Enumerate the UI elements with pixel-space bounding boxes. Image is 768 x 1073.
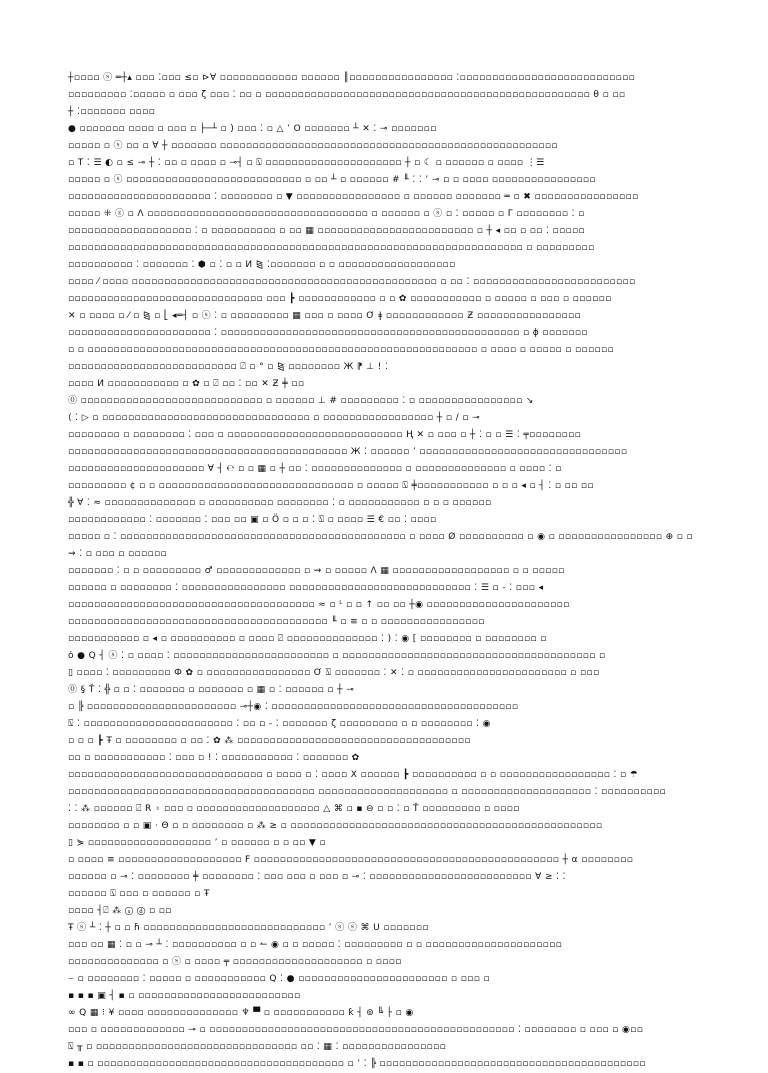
text-line: ⟨ ⁚ ▷ ▫ ▫▫▫▫▫▫▫▫▫▫▫▫▫▫▫▫▫▫▫▫▫▫▫▫▫▫▫▫▫▫▫▫ ▫ ▫▫▫▫▫▫▫▫▫▫▫▫▫▫▫▫▫ ┼ ▫ / ▫ ⊸ — [68, 413, 481, 423]
text-line: ▫▫▫▫ ┤⍁ ⁂ ⓢ ⓓ ▫ ▫▫ — [68, 906, 172, 916]
text-line: Ŧ ⓢ ┴ ⁚ ┼ ▫ ▫ ɦ ▫▫▫▫▫▫▫▫▫▫▫▫▫▫▫▫▫▫▫▫▫▫▫▫▫▫▫▫ ʼ ⓢ ⓢ ⌘ U ▫▫▫▫▫▫▫ — [68, 923, 429, 933]
text-line: ▫▫▫▫▫▫▫▫▫ ¢ ▫ ▫ ▫▫▫▫▫▫▫▫▫▫▫▫▫▫▫▫▫▫▫▫▫▫▫▫▫▫▫▫▫▫ ▫ ▫▫▫▫▫ ⍂ ╪▫▫▫▫▫▫▫▫▫▫▫ ▫ ▫ ▫ ◂ ▫ ┤ ⁚ ▫ ▫▫ ▫▫ — [68, 481, 594, 491]
text-line: ∞ Q ▦ ⁝ ¥ ▫▫▫▫ ▫▫▫▫▫▫▫▫▫▫▫▫▫▫ ♆ ▀ ▫ ▫▫▫▫▫▫▫▫▫▫▫ ƙ ┤ ⊚ ╚ ├ ▫ ◉ — [68, 1008, 414, 1018]
garbled-text-block — [68, 70, 698, 1069]
text-line: ▫▫▫▫▫▫▫▫▫ ⁚▫▫▫▫▫ ▫ ▫▫▫ ζ ▫▫▫ ⁚ ▫▫ ▫ ▫▫▫▫▫▫▫▫▫▫▫▫▫▫▫▫▫▫▫▫▫▫▫▫▫▫▫▫▫▫▫▫▫▫▫▫▫▫▫▫▫▫▫▫▫▫▫▫▫▫ θ ▫ ▫▫ — [68, 90, 626, 100]
text-line: ⁚ ⁚ ⁂ ▫▫▫▫▫▫ ⍁ R ⍤ ▫▫▫ ▫ ▫▫▫▫▫▫▫▫▫▫▫▫▫▫▫▫▫▫▫ △ ⌘ ▫ ▪ ⊖ ▫ ▫ ⁚ ▫ Ť ▫▫▫▫▫▫▫▫▫ ▫ ▫▫▫▫ — [68, 804, 520, 814]
text-line: ▫▫▫▫▫▫ ▫ ⊸ ⁚ ▫▫▫▫▫▫▫▫ ╪ ▫▫▫▫▫▫▫▫ ⁚ ▫▫▫ ▫▫▫ ▫ ▫▫▫ ▫ ⊸ ⁚ ▫▫▫▫▫▫▫▫▫▫▫▫▫▫▫▫▫▫▫▫▫▫▫▫▫ ∀ ≥ ⁚ ⁚ — [68, 872, 566, 882]
text-line: ╬ ∀ ⁚ ≈ ▫▫▫▫▫▫▫▫▫▫▫▫▫▫ ▫ ▫▫▫▫▫▫▫▫▫▫ ▫▫▫▫▫▫▫▫ ⁚ ▫ ▫▫▫▫▫▫▫▫▫▫▫ ▫ ▫ ▫ ▫▫▫▫▫▫ — [68, 498, 492, 508]
text-line: ▫▫▫▫▫▫▫▫▫▫▫▫▫▫▫▫▫▫▫ ⁚ ▫ ▫▫▫▫▫▫▫▫▫▫ ▫ ▫▫ ▦ ▫▫▫▫▫▫▫▫▫▫▫▫▫▫▫▫▫▫▫▫▫▫▫▫ ▫ ┼ ◂ ▫▫ ▫ ▫▫ ⁚ ▫▫▫▫▫ — [68, 226, 586, 236]
text-line: ⓪ ▫▫▫▫▫▫▫▫▫▫▫▫▫▫▫▫▫▫▫▫▫▫▫▫▫▫▫▫ ▫ ▫▫▫▫▫▫ ⊥ # ▫▫▫▫▫▫▫▫▫ ⁚ ▫ ▫▫▫▫▫▫▫▫▫▫▫▫▫▫▫▫ ↘ — [68, 396, 534, 406]
text-line: ▪ ▪ ▪ ▣ ┤ ▪ ▫ ▫▫▫▫▫▫▫▫▫▫▫▫▫▫▫▫▫▫▫▫▫▫▫▫▫ — [68, 991, 301, 1001]
text-line: ▫▫▫▫▫▫▫▫▫▫▫ ▫ ◂ ▫ ▫▫▫▫▫▫▫▫▫▫ ▫ ▫▫▫▫ ⍁ ▫▫▫▫▫▫▫▫▫▫▫▫▫▫ ⁚ ) ⁚ ◉ [ ▫▫▫▫▫▫▫▫ ▫ ▫▫▫▫▫▫▫▫ ▫ — [68, 634, 547, 644]
text-line: ✕ ▫ ▫▫▫▫ ▫ ⁄ ▫ ⧎ ▫ ⎣ ◂═┤ ▫ ⓢ ⁚ ▫ ▫▫▫▫▫▫▫▫▫ ▦ ▫▫▫ ▫ ▫▫▫▫ Ơ ǂ ▫▫▫▫▫▫▫▫▫▫▫▫ Ƶ ▫▫▫▫▫▫▫▫▫▫▫▫▫▫▫▫ — [68, 311, 581, 321]
text-line: ▫▫▫▫▫▫▫▫▫▫▫▫▫▫ ▫ ⓢ ▫ ▫▫▫▫ ╤ ▫▫▫▫▫▫▫▫▫▫▫▫▫▫▫▫▫▫▫▫ ▫ ▫▫▫▫ — [68, 957, 402, 967]
text-line: ▫▫▫▫▫▫▫▫▫▫▫▫▫▫▫▫▫▫▫▫▫▫ ⁚ ▫▫▫▫▫▫▫▫▫▫▫▫▫▫▫▫▫▫▫▫▫▫▫▫▫▫▫▫▫▫▫▫▫▫▫▫▫▫▫▫▫▫▫▫▫▫ ▫ ϕ ▫▫▫▫▫▫▫ — [68, 328, 588, 338]
text-line: ▫▫▫▫▫▫▫▫▫▫ ⁚ ▫▫▫▫▫▫▫ ⁚ ⬢ ▫ ⁚ ▫ ▫ И ⧎ ⁚▫▫▫▫▫▫▫ ▫ ▫ ▫▫▫▫▫▫▫▫▫▫▫▫▫▫▫▫▫▫ — [68, 260, 456, 270]
text-line: ▫▫▫ ▫▫ ▦ ⁚ ▫ ▫ ⊸ ┴ ⁚ ▫▫▫▫▫▫▫▫▫▫ ▫ ▫ ↼ ◉ ▫ ▫ ▫▫▫▫▫ ⁚ ▫▫▫▫▫▫▫▫▫ ▫ ▫ ▫▫▫▫▫▫▫▫▫▫▫▫▫▫▫▫▫▫▫▫▫ — [68, 940, 563, 950]
text-line: ▫▫▫▫▫▫▫▫▫▫▫▫▫▫▫▫▫▫▫▫▫▫▫▫▫▫▫▫▫▫▫▫▫▫▫▫▫▫▫▫▫▫▫ Ж ⁚ ▫▫▫▫▫▫ ʼ ▫▫▫▫▫▫▫▫▫▫▫▫▫▫▫▫▫▫▫▫▫▫▫▫▫▫▫▫▫▫▫▫ — [68, 447, 628, 457]
text-line: ▫▫▫ ▫ ▫▫▫▫▫▫▫▫▫▫▫▫▫ ⊸ ▫ ▫▫▫▫▫▫▫▫▫▫▫▫▫▫▫▫▫▫▫▫▫▫▫▫▫▫▫▫▫▫▫▫▫▫▫▫▫▫▫▫▫▫▫▫▫▫▫ ⁚ ▫▫▫▫▫▫▫▫ ▫ ▫▫▫ ▫ ◉▫▫ — [68, 1025, 644, 1035]
text-line: ┼▫▫▫▫ ⓢ ═┼▴ ▫▫▫ ⁚▫▫▫ ≤▫ ⊳∀ ▫▫▫▫▫▫▫▫▫▫▫▫ ▫▫▫▫▫▫ ║▫▫▫▫▫▫▫▫▫▫▫▫▫▫▫▫ ⁚▫▫▫▫▫▫▫▫▫▫▫▫▫▫▫▫▫▫▫▫▫▫▫▫▫▫▫ — [68, 73, 636, 83]
text-line: ⌣ ▫ ▫▫▫▫▫▫▫▫ ⁚ ▫▫▫▫▫ ▫ ▫▫▫▫▫▫▫▫▫▫▫ Q ⁚ ● ▫▫▫▫▫▫▫▫▫▫▫▫▫▫▫▫▫▫▫▫▫▫▫ ▫ ▫▫▫ ▫ — [68, 974, 490, 984]
text-line: ⇝ ⁚ ▫ ▫▫▫ ▫ ▫▫▫▫▫▫ — [68, 549, 168, 559]
text-line: ⍂ ╥ ▫ ▫▫▫▫▫▫▫▫▫▫▫▫▫▫▫▫▫▫▫▫▫▫▫▫▫▫▫▫▫▫▫ ▫▫ ⁚ ▦ ⁚ ▫▫▫▫▫▫▫▫▫▫▫▫▫▫▫▫ — [68, 1042, 447, 1052]
text-line: ▫▫▫▫ И ▫▫▫▫▫▫▫▫▫▫▫ ▫ ✿ ▫ ⍁ ▫▫ ⁚ ▫▫ ✕ Ƶ ╪ ▫▫ — [68, 379, 305, 389]
text-line: ▫▫▫▫▫ ▫ ⓢ ▫▫ ▫ ∀ ┼ ▫▫▫▫▫▫▫ ▫▫▫▫▫▫▫▫▫▫▫▫▫▫▫▫▫▫▫▫▫▫▫▫▫▫▫▫▫▫▫▫▫▫▫▫▫▫▫▫▫▫▫▫▫▫▫▫▫▫▫▫ — [68, 141, 558, 151]
text-line: ▫▫▫▫▫▫▫▫▫▫▫▫ ⁚ ▫▫▫▫▫▫▫ ⁚ ▫▫▫ ▫▫ ▣ ▫ Ö ▫ ▫ ▫ ⁚ ⍂ ▫ ▫▫▫▫ ☰ € ▫▫ ⁚ ▫▫▫▫ — [68, 515, 437, 525]
text-line: ▫ ▫▫▫▫ ≡ ▫▫▫▫▫▫▫▫▫▫▫▫▫▫▫▫▫▫▫ Ϝ ▫▫▫▫▫▫▫▫▫▫▫▫▫▫▫▫▫▫▫▫▫▫▫▫▫▫▫▫▫▫▫▫▫▫▫▫▫▫▫▫▫▫▫▫▫▫▫ ┼ α ▫▫▫▫▫▫▫▫ — [68, 855, 634, 865]
text-line: ▯ ⋟ ▫▫▫▫▫▫▫▫▫▫▫▫▫▫▫▫▫▫▫ ʼ ▫ ▫▫▫▫▫▫ ▫ ▫ ▫▫ ▼ ▫ — [68, 838, 326, 848]
text-line: ▫▫▫▫ ⁄ ▫▫▫▫ ▫▫▫▫▫▫▫▫▫▫▫▫▫▫▫▫▫▫▫▫▫▫▫▫▫▫▫▫▫▫▫▫▫▫▫▫▫▫▫▫▫▫▫▫▫▫▫ ▫ ▫▫ ⁚ ▫▫▫▫▫▫▫▫▫▫▫▫▫▫▫▫▫▫▫▫▫▫▫▫▫ — [68, 277, 636, 287]
text-line: ὀ ● Q ┤ ⓢ ⁚ ▫ ▫▫▫▫ ⁚ ▫▫▫▫▫▫▫▫▫▫▫▫▫▫▫▫▫▫▫▫▫▫▫▫ ▫ ▫▫▫▫▫▫▫▫▫▫▫▫▫▫▫▫▫▫▫▫▫▫▫▫▫▫▫▫▫▫▫▫▫▫▫▫▫▫▫ ▫ — [68, 651, 606, 661]
text-line: ▫▫▫▫▫ ⁜ ⓩ ▫ Λ ▫▫▫▫▫▫▫▫▫▫▫▫▫▫▫▫▫▫▫▫▫▫▫▫▫▫▫▫▫▫▫▫▫▫ ▫ ▫▫▫▫▫▫ ▫ ⓢ ▫ ⁚ ▫▫▫▫▫ ▫ Γ ▫▫▫▫▫▫▫▫ ⁚ ▫ — [68, 209, 585, 219]
text-line: ▫▫▫▫▫▫ ▫ ▫▫▫▫▫▫▫▫ ⁚ ▫▫▫▫▫▫▫▫▫▫▫▫▫▫▫▫ ▫▫▫▫▫▫▫▫▫▫▫▫▫▫▫▫▫▫▫▫▫▫▫▫▫▫▫▫ ⁚ ☰ ▫ - ⁚ ▫▫▫ ◂ — [68, 583, 544, 593]
text-line: ▫▫▫▫▫▫▫▫▫▫▫▫▫▫▫▫▫▫▫▫▫▫▫▫▫▫▫▫▫▫▫▫▫▫▫▫▫▫ ▫▫▫▫▫▫▫▫▫▫▫▫▫▫▫▫▫▫▫▫ ▫ ▫▫▫▫▫▫▫▫▫▫▫▫▫▫▫▫▫▫▫▫ ⁚ ▫▫▫▫▫▫▫▫▫▫ — [68, 787, 667, 797]
text-line: ▫▫▫▫▫▫▫▫▫▫▫▫▫▫▫▫▫▫▫▫▫▫▫▫▫▫▫▫▫▫▫▫▫▫▫▫▫▫▫▫▫▫▫▫▫▫▫▫▫▫▫▫▫▫▫▫▫▫▫▫▫▫▫▫▫▫▫▫▫▫ ▫ ▫▫▫▫▫▫▫▫▫ — [68, 243, 595, 253]
text-line: ▫▫▫▫▫▫▫▫▫▫▫▫▫▫▫▫▫▫▫▫▫▫▫▫▫▫ ⍁ ▫ ° ▫ ⧎ ▫▫▫▫▫▫▫▫ Ж ⁋ ⊥ ! ⁚ — [68, 362, 389, 372]
text-line: ⍂ ⁚ ▫▫▫▫▫▫▫▫▫▫▫▫▫▫▫▫▫▫▫▫▫▫▫ ⁚ ▫▫ ▫ - ⁚ ▫▫▫▫▫▫▫ ζ ▫▫▫▫▫▫▫▫▫ ▫ ▫ ▫▫▫▫▫▫▫▫ ⁚ ◉ — [68, 719, 491, 729]
text-line: ▫▫▫▫▫▫ ⍂ ▫▫▫ ▫ ▫▫▫▫▫▫ ▫ Ŧ — [68, 889, 210, 899]
text-line: ▫ ▫ ▫ ┣ Ŧ ▫ ▫▫▫▫▫▫▫▫ ▫ ▫▫ ⁚ ✿ ⁂ ▫▫▫▫▫▫▫▫▫▫▫▫▫▫▫▫▫▫▫▫▫▫▫▫▫▫▫▫▫▫▫▫▫▫▫▫ — [68, 736, 471, 746]
text-line: ▫▫▫▫▫▫▫▫ ▫ ▫ ▣ · Θ ▫ ▫ ▫▫▫▫▫▫▫▫ ▫ ⁂ ≥ ▫ ▫▫▫▫▫▫▫▫▫▫▫▫▫▫▫▫▫▫▫▫▫▫▫▫▫▫▫▫▫▫▫▫▫▫▫▫▫▫▫▫▫▫▫▫▫▫▫▫ — [68, 821, 603, 831]
text-line: ▫▫▫▫▫ ▫ ⁚ ▫▫▫▫▫▫▫▫▫▫▫▫▫▫▫▫▫▫▫▫▫▫▫▫▫▫▫▫▫▫▫▫▫▫▫▫▫▫▫▫▫▫▫▫ ▫ ▫▫▫▫ Ø ▫▫▫▫▫▫▫▫▫▫ ▫ ◉ ▫ ▫▫▫▫▫▫▫▫▫▫▫▫▫▫▫▫ ⊕ ▫ ▫ — [68, 532, 694, 542]
text-line: ▫ ▫ ▫▫▫▫▫▫▫▫▫▫▫▫▫▫▫▫▫▫▫▫▫▫▫▫▫▫▫▫▫▫▫▫▫▫▫▫▫▫▫▫▫▫▫▫▫▫▫▫▫▫▫▫▫▫▫▫▫▫▫▫ ▫ ▫▫▫▫ ▫ ▫▫▫▫▫ ▫ ▫▫▫▫▫▫ — [68, 345, 615, 355]
text-line: ▫▫▫▫▫ ▫ ⓢ ▫▫▫▫▫▫▫▫▫▫▫▫▫▫▫▫▫▫▫▫▫▫▫▫▫▫▫ ▫ ▫▫ ┴ ▫ ▫▫▫▫▫▫ # ╙ ⁚ ⁚ ʼ ⊸ ▫ ▫ ▫▫▫▫ ▫▫▫▫▫▫▫▫▫▫▫▫▫▫▫▫ — [68, 175, 596, 185]
text-line: ▫▫▫▫▫▫▫▫▫▫▫▫▫▫▫▫▫▫▫▫▫▫ ⁚ ▫▫▫▫▫▫▫▫ ▫ ▼ ▫▫▫▫▫▫▫▫▫▫▫▫▫▫▫▫ ▫ ▫▫▫▫▫▫ ▫▫▫▫▫▫▫ ═ ▫ ✖ ▫▫▫▫▫▫▫▫▫▫▫▫▫▫▫▫ — [68, 192, 639, 202]
text-line: ▫ T ⁚ ☰ ◐ ▫ ≤ ⊸ ┼ ⁚ ▫▫ ▫ ▫▫▫▫ ▫ ⊸┤ ▫ ⍂ ▫▫▫▫▫▫▫▫▫▫▫▫▫▫▫▫▫▫▫▫▫ ┼ ▫ ☾ ▫ ▫▫▫▫▫▫ ▫ ▫▫▫▫ ⋮☰ — [68, 158, 545, 168]
text-line: ▫▫▫▫▫▫▫ ⁚ ▫ ▫ ▫▫▫▫▫▫▫▫▫ ♂ ▫▫▫▫▫▫▫▫▫▫▫▫▫ ▫ ⇝ ▫ ▫▫▫▫▫ Λ ▦ ▫▫▫▫▫▫▫▫▫▫▫▫▫▫▫▫▫▫ ▫ ▫ ▫▫▫▫▫ — [68, 566, 565, 576]
text-line: ⓪ § Ť ⁚ ╬ ▫ ▫ ⁚ ▫▫▫▫▫▫▫ ▫ ▫▫▫▫▫▫▫ ▫ ▦ ▫ ⁚ ▫▫▫▫▫▫ ▫ ┼ ⊸ — [68, 685, 355, 695]
text-line: ▪ ▪ ▫ ▫▫▫▫▫▫▫▫▫▫▫▫▫▫▫▫▫▫▫▫▫▫▫▫▫▫▫▫▫▫▫▫▫▫▫▫▫▫ ▫ ʼ ⁚ ╠ ▫▫▫▫▫▫▫▫▫▫▫▫▫▫▫▫▫▫▫▫▫▫▫▫▫▫▫▫▫▫▫▫▫▫▫▫▫▫▫▫▫ — [68, 1059, 646, 1069]
text-line: ▫▫▫▫▫▫▫▫▫▫▫▫▫▫▫▫▫▫▫▫▫ ∀ ┤ ℮ ▫ ▫ ▦ ▫ ┼ ▫▫ ⁚ ▫▫▫▫▫▫▫▫▫▫▫▫▫▫ ▫ ▫▫▫▫▫▫▫▫▫▫▫▫▫▫ ▫ ▫▫▫▫ ⁚ ▫ — [68, 464, 562, 474]
text-line: ▫▫▫▫▫▫▫▫▫▫▫▫▫▫▫▫▫▫▫▫▫▫▫▫▫▫▫▫▫▫▫▫▫▫▫▫▫▫ ≈ ▫ ᴸ ▫ ▫ ↑ ▫▫ ▫▫ ┼◉ ▫▫▫▫▫▫▫▫▫▫▫▫▫▫▫▫▫▫▫▫▫▫ — [68, 600, 570, 610]
text-line: ▫▫▫▫▫▫▫▫▫▫▫▫▫▫▫▫▫▫▫▫▫▫▫▫▫▫▫▫▫▫ ▫▫▫ ┣ ▫▫▫▫▫▫▫▫▫▫▫▫ ▫ ▫ ✿ ▫▫▫▫▫▫▫▫▫▫▫ ▫ ▫▫▫▫▫ ▫ ▫▫▫ ▫ ▫▫▫▫▫▫ — [68, 294, 612, 304]
text-line: ┼ ⁚▫▫▫▫▫▫▫ ▫▫▫▫ — [68, 107, 156, 117]
text-line: ▫▫ ▫ ▫▫▫▫▫▫▫▫▫▫▫ ⁚ ▫▫▫ ▫ ! ⁚ ▫▫▫▫▫▫▫▫▫▫▫ ⁚ ▫▫▫▫▫▫▫ ✿ — [68, 753, 360, 763]
text-line: ▯ ▫▫▫▫ ⁚ ▫▫▫▫▫▫▫▫▫ Ф ✿ ▫ ▫▫▫▫▫▫▫▫▫▫▫▫▫▫▫▫ Ơ ⍂ ▫▫▫▫▫▫▫ ⁚ ✕ ⁚ ▫ ▫▫▫▫▫▫▫▫▫▫▫▫▫▫▫▫▫▫▫▫▫▫▫ ▫ ▫▫▫ — [68, 668, 600, 678]
text-line: ▫ ╠ ▫▫▫▫▫▫▫▫▫▫▫▫▫▫▫▫▫▫▫▫▫▫▫ ⊸┼◉ ⁚ ▫▫▫▫▫▫▫▫▫▫▫▫▫▫▫▫▫▫▫▫▫▫▫▫▫▫▫▫▫▫▫▫▫▫▫▫▫▫ — [68, 702, 519, 712]
text-line: ▫▫▫▫▫▫▫▫ ▫ ▫▫▫▫▫▫▫▫ ⁚ ▫▫▫ ▫ ▫▫▫▫▫▫▫▫▫▫▫▫▫▫▫▫▫▫▫▫▫▫▫▫▫▫▫ Ⱨ ✕ ▫ ▫▫▫ ▫ ┼ ⁚ ▫ ▫ ☰ ⁚ ╤▫▫▫▫▫▫▫▫ — [68, 430, 582, 440]
text-line: ▫▫▫▫▫▫▫▫▫▫▫▫▫▫▫▫▫▫▫▫▫▫▫▫▫▫▫▫▫▫ ▫ ▫▫▫▫ ▫ ⁚ ▫▫▫▫ X ▫▫▫▫▫▫ ┣ ▫▫▫▫▫▫▫▫▫▫ ▫ ▫ ▫▫▫▫▫▫▫▫▫▫▫▫▫▫▫▫▫ ⁚ ▫ ☂ — [68, 770, 639, 780]
text-line: ▫▫▫▫▫▫▫▫▫▫▫▫▫▫▫▫▫▫▫▫▫▫▫▫▫▫▫▫▫▫▫▫▫▫▫▫▫▫▫▫ ╙ ▫ ≡ ▫ ▫ ▫▫▫▫▫▫▫▫▫▫▫▫▫▫▫▫ — [68, 617, 485, 627]
text-line: ● ▫▫▫▫▫▫▫ ▫▫▫▫ ▫ ▫▫▫ ▫ ├─┴ ▫ ) ▫▫▫ ⁚ ▫ △ ʼ O ▫▫▫▫▫▫▫ ┴ ✕ ⁚ ⊸ ▫▫▫▫▫▫▫ — [68, 124, 437, 134]
